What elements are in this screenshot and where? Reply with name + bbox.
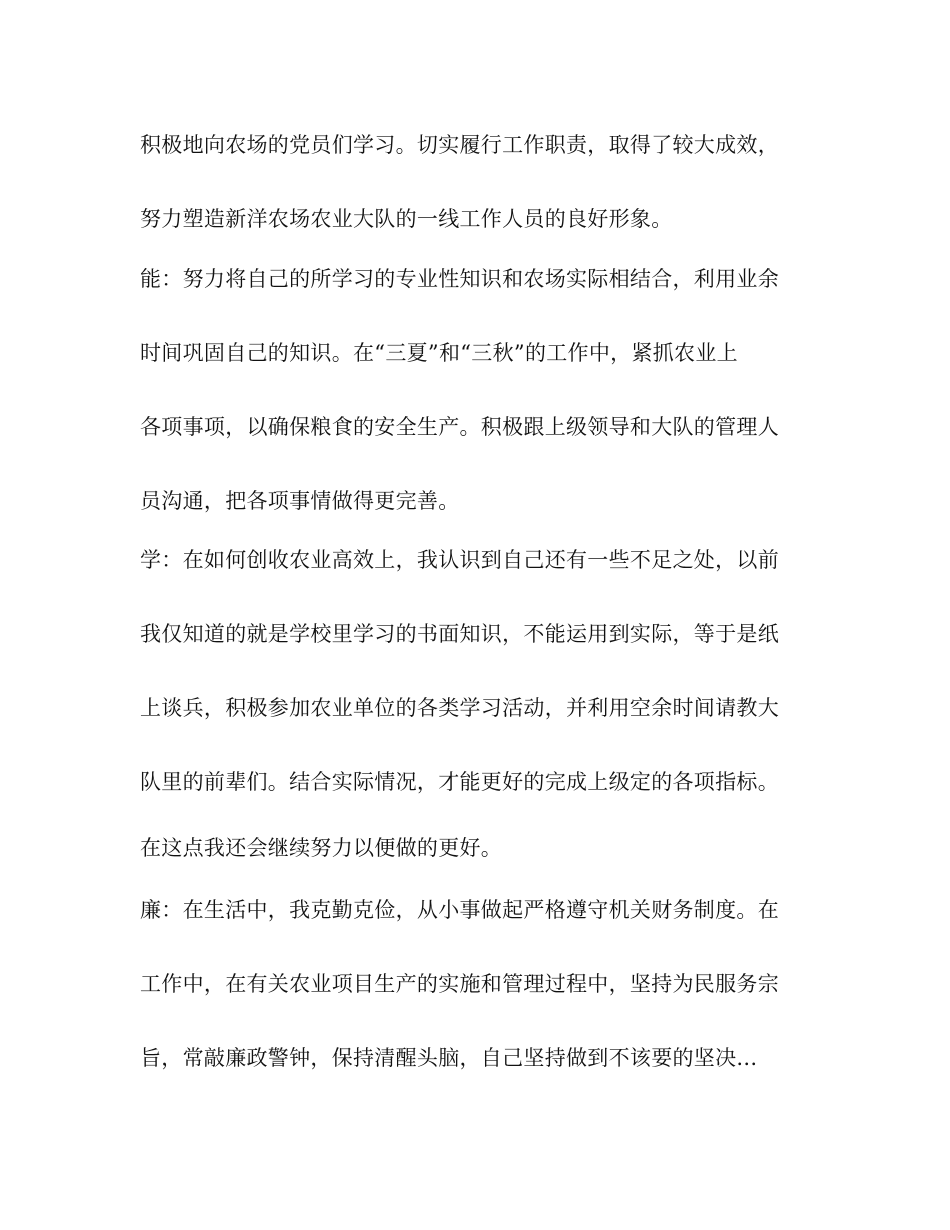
text-line: 学：在如何创收农业高效上，我认识到自己还有一些不足之处，以前 bbox=[140, 548, 779, 572]
text-line: 努力塑造新洋农场农业大队的一线工作人员的良好形象。 bbox=[140, 207, 673, 231]
text-line: 在这点我还会继续努力以便做的更好。 bbox=[140, 836, 503, 860]
text-line: 员沟通，把各项事情做得更完善。 bbox=[140, 489, 460, 513]
text-line: 工作中，在有关农业项目生产的实施和管理过程中，坚持为民服务宗 bbox=[140, 972, 779, 996]
text-line: 队里的前辈们。结合实际情况，才能更好的完成上级定的各项指标。 bbox=[140, 770, 779, 794]
text-line: 上谈兵，积极参加农业单位的各类学习活动，并利用空余时间请教大 bbox=[140, 696, 779, 720]
text-line: 各项事项，以确保粮食的安全生产。积极跟上级领导和大队的管理人 bbox=[140, 415, 779, 439]
text-line: 我仅知道的就是学校里学习的书面知识，不能运用到实际，等于是纸 bbox=[140, 622, 779, 646]
text-line: 积极地向农场的党员们学习。切实履行工作职责，取得了较大成效， bbox=[140, 133, 779, 157]
text-line: 廉：在生活中，我克勤克俭，从小事做起严格遵守机关财务制度。在 bbox=[140, 898, 779, 922]
text-line: 旨，常敲廉政警钟，保持清醒头脑，自己坚持做到不该要的坚决... bbox=[140, 1046, 758, 1070]
text-line: 时间巩固自己的知识。在“三夏”和“三秋”的工作中，紧抓农业上 bbox=[140, 341, 738, 365]
text-line: 能：努力将自己的所学习的专业性知识和农场实际相结合，利用业余 bbox=[140, 267, 779, 291]
